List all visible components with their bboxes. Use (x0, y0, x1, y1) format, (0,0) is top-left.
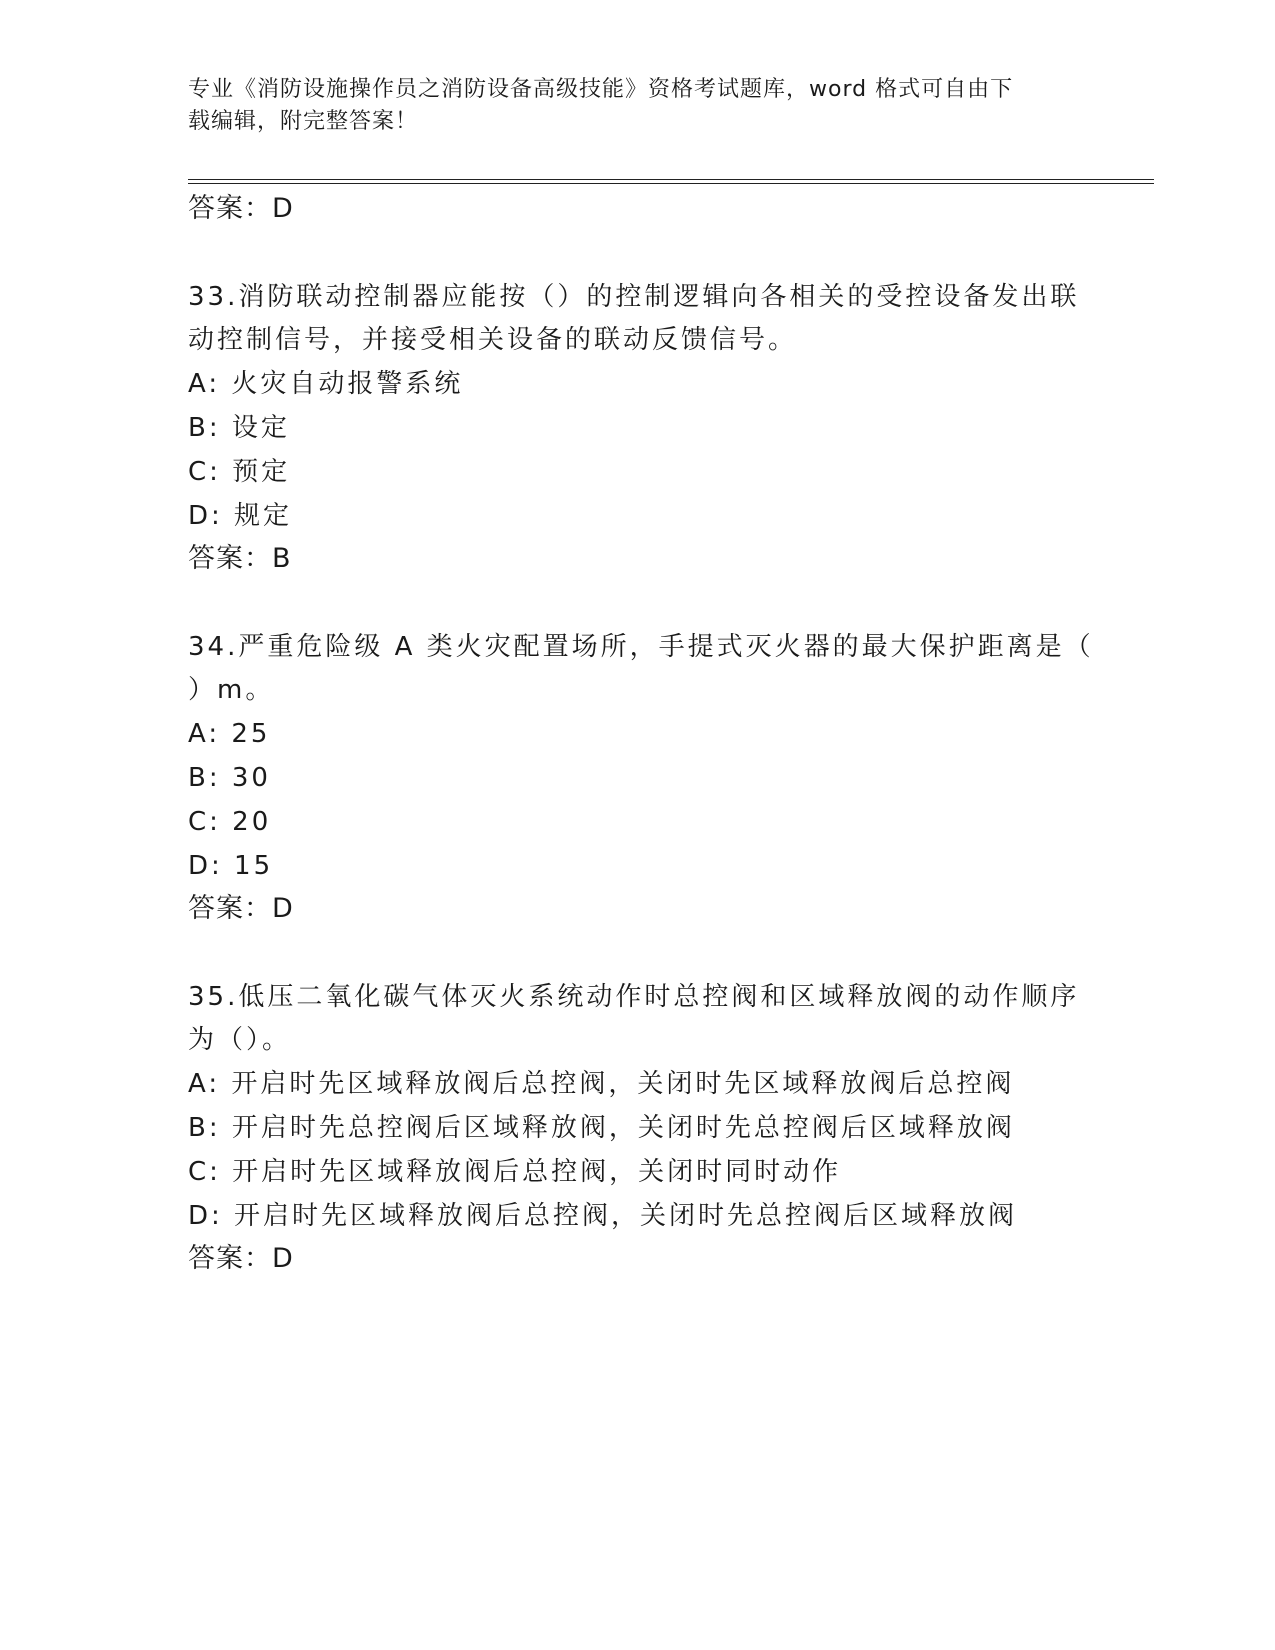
answer: 答案：D (188, 893, 294, 924)
answer: 答案：B (188, 543, 292, 574)
header-line-2: 载编辑，附完整答案！ (188, 109, 419, 134)
question-text-line-2: ）m。 (188, 675, 275, 705)
question-text-line-1: 35.低压二氧化碳气体灭火系统动作时总控阀和区域释放阀的动作顺序 (188, 982, 1080, 1012)
option-c: C: 20 (188, 807, 272, 837)
option-c: C: 预定 (188, 457, 291, 487)
question-text-line-2: 为（）。 (188, 1025, 292, 1055)
header-divider-bottom (188, 183, 1154, 184)
header-divider-top (188, 179, 1154, 180)
question-text-line-2: 动控制信号，并接受相关设备的联动反馈信号。 (188, 325, 798, 355)
option-b: B: 30 (188, 763, 271, 793)
answer: 答案：D (188, 1243, 294, 1274)
option-c: C: 开启时先区域释放阀后总控阀，关闭时同时动作 (188, 1157, 842, 1187)
page-header (188, 74, 1068, 138)
question-text-line-1: 34.严重危险级 A 类火灾配置场所，手提式灭火器的最大保护距离是（ (188, 632, 1094, 662)
option-b: B: 设定 (188, 413, 290, 443)
question-text-line-1: 33.消防联动控制器应能按（）的控制逻辑向各相关的受控设备发出联 (188, 282, 1080, 312)
option-b: B: 开启时先总控阀后区域释放阀，关闭时先总控阀后区域释放阀 (188, 1113, 1015, 1143)
previous-answer: 答案：D (188, 193, 294, 224)
header-line-1: 专业《消防设施操作员之消防设备高级技能》资格考试题库，word 格式可自由下 (188, 77, 1014, 102)
option-d: D: 规定 (188, 501, 293, 531)
option-a: A: 开启时先区域释放阀后总控阀，关闭时先区域释放阀后总控阀 (188, 1069, 1015, 1099)
option-d: D: 15 (188, 851, 274, 881)
option-a: A: 25 (188, 719, 271, 749)
option-a: A: 火灾自动报警系统 (188, 369, 464, 399)
option-d: D: 开启时先区域释放阀后总控阀，关闭时先总控阀后区域释放阀 (188, 1201, 1018, 1231)
